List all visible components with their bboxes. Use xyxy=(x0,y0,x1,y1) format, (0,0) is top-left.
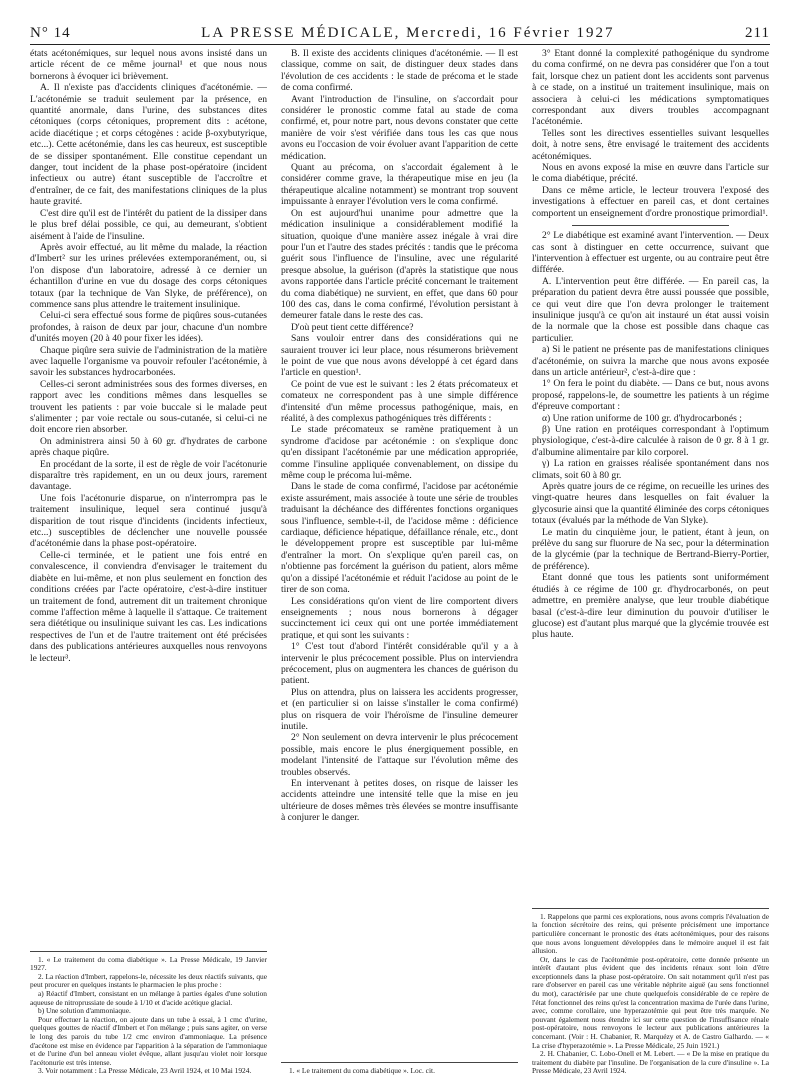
footnote: 3. Voir notamment : La Presse Médicale, 23 Avril 1924, et 10 Mai 1924. xyxy=(38,1066,252,1076)
column-3 xyxy=(532,48,769,1076)
journal-title: LA PRESSE MÉDICALE, Mercredi, 16 Février 1927 xyxy=(201,25,615,41)
list-item: γ) La ration en graisses réalisée spontanément dans nos climats, soit 60 à 80 gr. xyxy=(532,458,769,481)
paragraph: états acétonémiques, sur lequel nous avons insisté dans un article récent de ce même journal¹ et que nous nous bornerons à évoquer ici brièvement. xyxy=(30,48,267,82)
footnote: 1. Rappelons que parmi ces explorations, nous avons compris l'évaluation de la fonction sécrétoire des reins, qui présente précisément une importance particulière concernant le pronostic des états acétonémiques, pour des raisons que nous avons longuement développées dans le mémoire auquel il est fait allusion. xyxy=(532,911,769,956)
paragraph: Sans vouloir entrer dans des considérations qui ne sauraient trouver ici leur place, nous résumerons brièvement le point de vue que nous avons développé à cet égard dans l'article en question¹. xyxy=(281,333,518,379)
paragraph: Avant l'introduction de l'insuline, on s'accordait pour considérer le pronostic comme fatal au stade de coma confirmé, et, pour notre part, nous devons constater que cette manière de voir s'est vérifiée dans tous les cas que nous avons eu l'occasion de voir évoluer avant l'apparition de cette médication. xyxy=(281,93,518,162)
issue-number: N° 14 xyxy=(30,25,71,41)
paragraph: a) Si le patient ne présente pas de manifestations cliniques d'acétonémie, on suivra la marche que nous avons exposée dans un article antérieur², c'est-à-dire que : xyxy=(532,344,769,378)
paragraph: 2° Non seulement on devra intervenir le plus précocement possible, mais encore le plus énergiquement possible, en modelant l'intensité de l'attaque sur l'évolution même des troubles observés. xyxy=(281,732,518,778)
article-columns xyxy=(30,48,770,1076)
paragraph: On administrera ainsi 50 à 60 gr. d'hydrates de carbone après chaque piqûre. xyxy=(30,435,267,459)
paragraph: Nous en avons exposé la mise en œuvre dans l'article sur le coma diabétique, précité. xyxy=(532,162,769,185)
footnote: a) Réactif d'Imbert, consistant en un mélange à parties égales d'une solution aqueuse de nitroprussiate de soude à 1/10 et d'acide acétique glacial. xyxy=(30,989,267,1007)
paragraph: Etant donné que tous les patients sont uniformément étudiés à ce régime de 100 gr. d'hydrocarbonés, on peut admettre, en première analyse, que leur trouble diabétique basal (c'est-à-dire leur diminution du pouvoir d'utiliser le glucose) est d'autant plus marqué que la glycémie trouvée est plus haute. xyxy=(532,572,769,641)
footnotes xyxy=(532,908,769,1076)
paragraph: Le stade précomateux se ramène pratiquement à un syndrome d'acidose par acétonémie : on s'explique donc qu'en dissipant l'acétonémie par une médication appropriée, comme l'insuline appliquée convenablement, on dissipe du même coup le précoma lui-même. xyxy=(281,424,518,482)
paragraph: En intervenant à petites doses, on risque de laisser les accidents atteindre une intensité telle que la mise en jeu ultérieure de doses mêmes très élevées se montre insuffisante à conjurer le danger. xyxy=(281,778,518,824)
footnotes xyxy=(30,951,267,1076)
footnote: 2. H. Chabanier, C. Lobo-Onell et M. Lebert. — « De la mise en pratique du traitement du diabète par l'insuline. De l'organisation de la cure d'insuline ». La Presse Médicale, 23 Avril 1924. xyxy=(532,1049,769,1076)
paragraph: Le matin du cinquième jour, le patient, étant à jeun, on prélève du sang sur fluorure de Na sec, pour la détermination de la glycémie (par la technique de Bertrand-Bierry-Portier, de préférence). xyxy=(532,526,769,572)
footnote: Pour effectuer la réaction, on ajoute dans un tube à essai, à 1 cmc d'urine, quelques gouttes de réactif d'Imbert et l'on mélange ; puis sans agiter, on verse le long des parois du tube 1/2 cmc environ d'ammoniaque. La présence d'acétone est mise en évidence par l'apparition à la séparation de l'ammoniaque et de l'urine d'un bel anneau violet évêque, allant jusqu'au violet noir lorsque l'acétonurie est très intense. xyxy=(30,1014,267,1067)
paragraph: 1° C'est tout d'abord l'intérêt considérable qu'il y a à intervenir le plus précocement possible. Plus on interviendra précocement, plus on augmentera les chances de guérison du patient. xyxy=(281,641,518,687)
column-2-body xyxy=(281,48,518,1056)
column-1-body xyxy=(30,48,267,945)
footnotes xyxy=(281,1062,518,1076)
paragraph: On est aujourd'hui unanime pour admettre que la médication insulinique a considérablement modifié la situation, quoique d'une manière assez inégale à vrai dire pour l'un et l'autre des stades précités : tandis que le précoma guérit sous l'influence de l'insuline, avec une régularité presque absolue, la guérison (d'après la statistique que nous avons rapportée dans l'article précité concernant le traitement du coma diabétique) ne survient, en effet, que dans 60 pour 100 des cas, dans le coma confirmé, l'évolution persistant à demeurer fatale dans le reste des cas. xyxy=(281,207,518,322)
paragraph: Dans le stade de coma confirmé, l'acidose par acétonémie existe assurément, mais associée à toute une série de troubles traduisant la déchéance des différentes fonctions organiques sous l'influence, semble-t-il, de l'acidose même : déficience cardiaque, déficience hépatique, défaillance rénale, etc., dont le développement propre est susceptible par lui-même d'entraîner la mort. On s'explique qu'en pareil cas, on n'obtienne pas forcément la guérison du patient, alors même qu'on a dissipé l'acétonémie et réduit l'acidose au point de le tirer de son coma. xyxy=(281,481,518,596)
paragraph: Celui-ci sera effectué sous forme de piqûres sous-cutanées profondes, à raison de deux par jour, chacune d'un nombre d'unités moyen (20 à 40 pour fixer les idées). xyxy=(30,310,267,345)
footnote: 1. « Le traitement du coma diabétique ». Loc. cit. xyxy=(289,1066,435,1076)
column-2 xyxy=(281,48,518,1076)
paragraph: A. Il n'existe pas d'accidents cliniques d'acétonémie. — L'acétonémie se traduit seulement par la présence, en quantité anormale, dans l'urine, des substances dites cétoniques (corps cétoniques, proprement dits : acétone, acide diacétique ; et corps cétogènes : acide β-oxybutyrique, etc...). Cette acétonémie, dans les cas heureux, est susceptible de se dissiper spontanément. Elle constitue cependant un danger, tout incident de la phase post-opératoire (incident infectieux ou autre) étant susceptible de l'accroître et d'entraîner, de ce fait, des manifestations cliniques de la plus haute gravité. xyxy=(30,82,267,208)
paragraph: Plus on attendra, plus on laissera les accidents progresser, et (en particulier si on laisse s'installer le coma confirmé) plus on risquera de voir l'héroïsme de l'insuline demeurer inutile. xyxy=(281,686,518,732)
section-divider xyxy=(572,225,729,226)
paragraph: Après avoir effectué, au lit même du malade, la réaction d'Imbert² sur les urines prélevées extemporanément, ou, si l'on dispose d'un laboratoire, adressé à ce dernier un échantillon d'urine en vue du dosage des corps cétoniques totaux (par la technique de Van Slyke, de préférence), on commence sans plus attendre le traitement insulinique. xyxy=(30,241,267,310)
paragraph: Dans ce même article, le lecteur trouvera l'exposé des investigations à effectuer en pareil cas, et dont certaines comportent un enseignement d'ordre pronostique primordial¹. xyxy=(532,184,769,219)
paragraph: D'où peut tient cette différence? xyxy=(291,321,414,333)
paragraph: Les considérations qu'on vient de lire comportent divers enseignements ; nous nous bornerons à dégager succinctement ici ceux qui ont une portée immédiatement pratique, et qui sont les suivants : xyxy=(281,595,518,641)
paragraph: Une fois l'acétonurie disparue, on n'interrompra pas le traitement insulinique, lequel sera continué jusqu'à disparition de tout risque d'incidents (incidents infectieux, etc...) susceptibles de déclencher une nouvelle poussée d'acétonémie dans la phase post-opératoire. xyxy=(30,492,267,550)
paragraph: Celles-ci seront administrées sous des formes diverses, en rapport avec les conditions mêmes dans lesquelles se trouvent les patients : par voie buccale si le malade peut s'alimenter ; par voie rectale ou sous-cutanée, si celui-ci ne doit encore rien absorber. xyxy=(30,378,267,436)
paragraph: Telles sont les directives essentielles suivant lesquelles doit, à notre sens, être envisagé le traitement des accidents acétonémiques. xyxy=(532,127,769,162)
footnote: b) Une solution d'ammoniaque. xyxy=(38,1006,131,1016)
paragraph: 3° Etant donné la complexité pathogénique du syndrome du coma confirmé, on ne devra pas considérer que l'on a tout fait, lorsque chez un patient dont les accidents sont parvenus à ce stade, on a institué un traitement insulinique, mais on associera à celui-ci les médications symptomatiques correspondant aux divers troubles accompagnant l'acétonémie. xyxy=(532,48,769,128)
footnote: 2. La réaction d'Imbert, rappelons-le, nécessite les deux réactifs suivants, que peut procurer en quelques instants le pharmacien le plus proche : xyxy=(30,971,267,990)
page-number: 211 xyxy=(745,25,770,41)
list-item: α) Une ration uniforme de 100 gr. d'hydrocarbonés ; xyxy=(542,412,742,424)
paragraph: Ce point de vue est le suivant : les 2 états précomateux et comateux ne correspondent pas à une simple différence d'intensité d'un même processus pathogénique, mais, en réalité, à des complexus pathogéniques très différents : xyxy=(281,378,518,424)
paragraph: B. Il existe des accidents cliniques d'acétonémie. — Il est classique, comme on sait, de distinguer deux stades dans l'évolution de ces accidents : le stade de précoma et le stade de coma confirmé. xyxy=(281,48,518,94)
paragraph: Après quatre jours de ce régime, on recueille les urines des vingt-quatre heures dans lesquelles on fait évaluer la glycosurie ainsi que la quantité éliminée des corps cétoniques totaux (évalués par la méthode de Van Slyke). xyxy=(532,481,769,527)
paragraph: Celle-ci terminée, et le patient une fois entré en convalescence, il conviendra d'envisager le traitement du diabète en lui-même, et non plus seulement en fonction des conditions créées par l'acte opératoire, c'est-à-dire instituer un traitement de fond, autrement dit un traitement chronique comme l'affection même à laquelle il s'attaque. Ce traitement sera diététique ou insulinique suivant les cas. Les indications respectives de l'un et de l'autre traitement ont été précisées dans des publications antérieures auxquelles nous renvoyons le lecteur³. xyxy=(30,549,267,664)
page-header xyxy=(30,20,770,45)
paragraph: 1° On fera le point du diabète. — Dans ce but, nous avons proposé, rappelons-le, de soumettre les patients à un régime d'épreuve comportant : xyxy=(532,378,769,413)
column-3-body xyxy=(532,48,769,902)
footnote: Or, dans le cas de l'acétonémie post-opératoire, cette donnée présente un intérêt d'autant plus évident que des incidents rénaux sont loin d'être exceptionnels dans la phase post-opératoire. On sait notamment qu'il n'est pas rare d'observer en pareil cas une véritable néphrite aiguë (au sens fonctionnel du mot), caractérisée par une chute quelquefois considérable de ce repère de l'état fonctionnel des reins qu'est la concentration maxima de l'urée dans l'urine, avec, comme corollaire, une hyperazotémie qui peut être très marquée. Ne pouvant également nous étendre ici sur cette question de l'insuffisance rénale post-opératoire, nous renvoyons le lecteur aux publications antérieures la concernant. (Voir : H. Chabanier, R. Marquézy et A. de Castro Galhardo. — « La crise d'hyperazotémie ». La Presse Médicale, 25 Juin 1921.) xyxy=(532,954,769,1050)
paragraph: Chaque piqûre sera suivie de l'administration de la matière avec laquelle l'organisme va pouvoir refouler l'acétonémie, à savoir les substances hydrocarbonées. xyxy=(30,344,267,379)
paragraph: C'est dire qu'il est de l'intérêt du patient de la dissiper dans le plus bref délai possible, ce qui, au demeurant, s'obtient aisément à l'aide de l'insuline. xyxy=(30,207,267,242)
list-item: β) Une ration en protéiques correspondant à l'optimum physiologique, c'est-à-dire calculée à raison de 0 gr. 8 à 1 gr. d'albumine alimentaire par kilo corporel. xyxy=(532,424,769,458)
column-1 xyxy=(30,48,267,1076)
paragraph: A. L'intervention peut être différée. — En pareil cas, la préparation du patient devra être aussi poussée que possible, ce qui veut dire que l'on devra prolonger le traitement insulinique jusqu'à ce qu'on ait instauré un état aussi voisin de la normale que la chose est possible dans chaque cas particulier. xyxy=(532,275,769,344)
footnote: 1. « Le traitement du coma diabétique ». La Presse Médicale, 19 Janvier 1927. xyxy=(30,954,267,973)
paragraph: Quant au précoma, on s'accordait également à le considérer comme grave, la thérapeutique mise en jeu (la thérapeutique alcaline notamment) se montrant trop souvent impuissante à enrayer l'évolution vers le coma confirmé. xyxy=(281,162,518,208)
section-heading-paragraph: 2° Le diabétique est examiné avant l'intervention. — Deux cas sont à distinguer en cette occurrence, suivant que l'intervention à effectuer est urgente, ou au contraire peut être différée. xyxy=(532,230,769,276)
paragraph: En procédant de la sorte, il est de règle de voir l'acétonurie disparaître très rapidement, en un ou deux jours, rarement davantage. xyxy=(30,458,267,493)
